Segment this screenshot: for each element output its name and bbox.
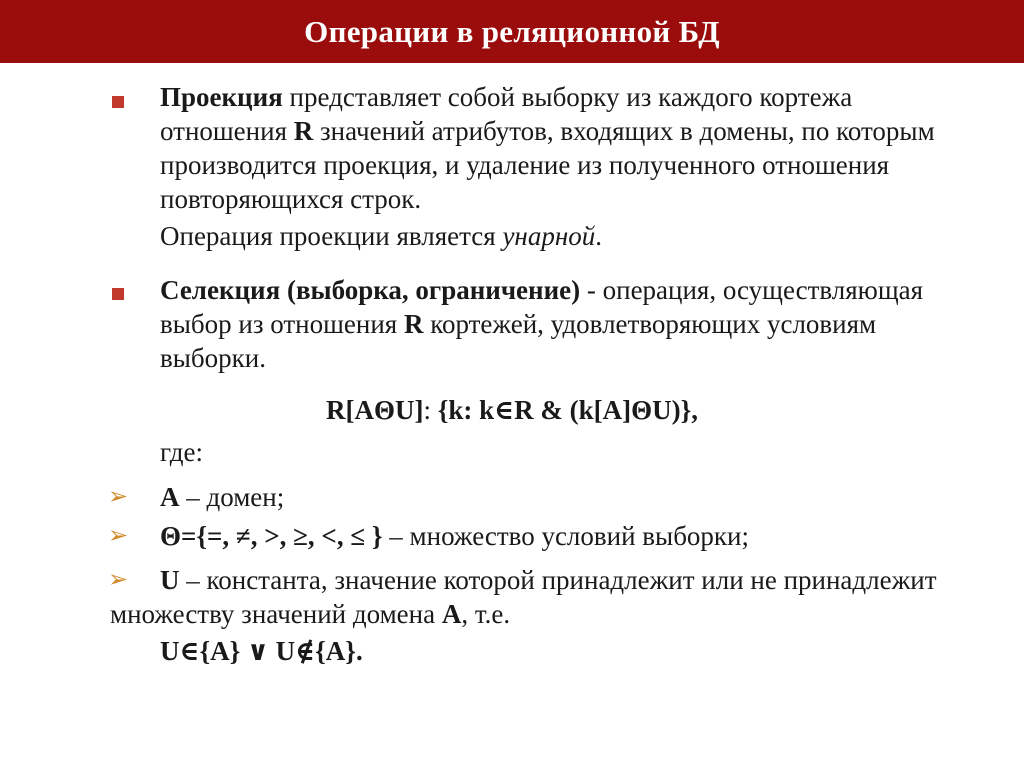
square-bullet-icon — [112, 288, 124, 300]
projection-paragraph: Проекция представляет собой выборку из каждого кортежа отношения R значений атрибутов, входящих в домены, по которым производится проекция, и удаление из полученного отношения повторяющихся строк. — [160, 82, 935, 214]
membership-formula: U∈{A} ∨ U∉{A}. — [160, 636, 363, 666]
projection-unary-note: Операция проекции является унарной. — [160, 221, 602, 251]
selection-formula: R[AΘU]: {k: k∈R & (k[A]ΘU)}, — [325, 395, 698, 425]
projection-term: Проекция — [160, 82, 283, 112]
selection-paragraph: Селекция (выборка, ограничение) - операция, осуществляющая выбор из отношения R кортежей, удовлетворяющих условиям выборки. — [160, 275, 924, 373]
page-title: Операции в реляционной БД — [304, 13, 720, 49]
item-conditions: Θ={=, ≠, >, ≥, <, ≤ } – множество условий выборки; — [160, 521, 749, 551]
arrow-bullet-icon: ➢ — [108, 484, 129, 510]
where-label: где: — [160, 437, 203, 467]
square-bullet-icon — [112, 96, 124, 108]
arrow-bullet-icon: ➢ — [108, 567, 129, 593]
arrow-bullet-icon: ➢ — [108, 523, 129, 549]
item-domain: A – домен; — [160, 482, 285, 512]
item-constant: U – константа, значение которой принадлежит или не принадлежит множеству значений домена A, т.е. — [110, 565, 937, 629]
selection-term: Селекция (выборка, ограничение) — [160, 275, 581, 305]
